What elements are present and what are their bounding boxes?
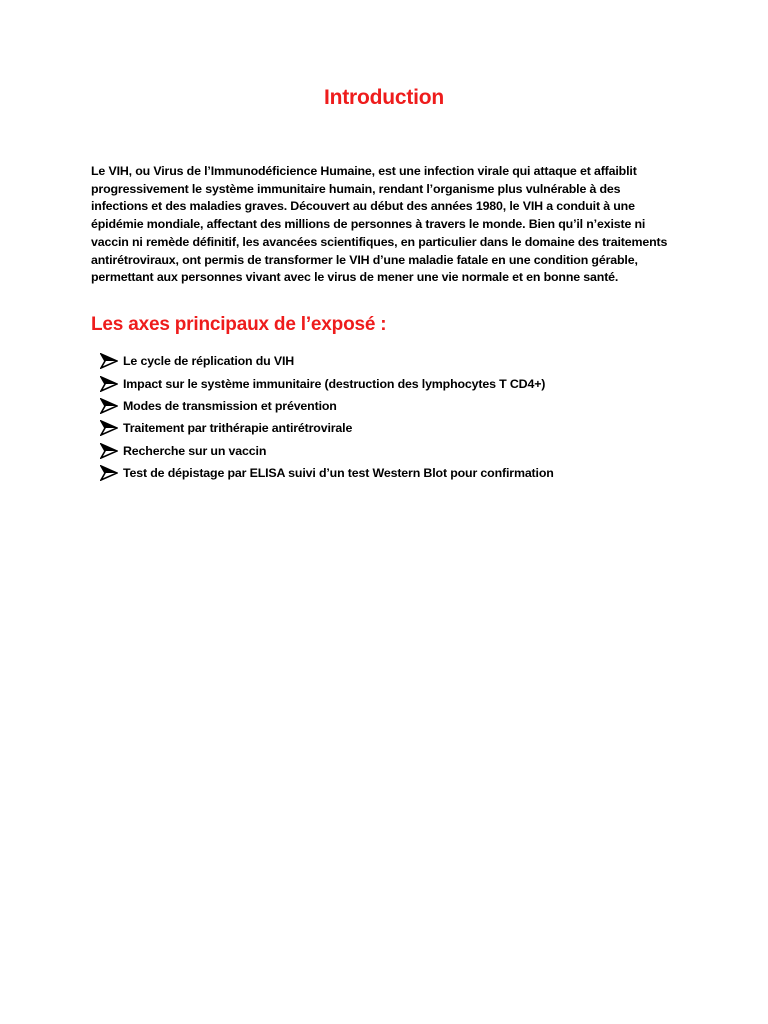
axes-list	[100, 350, 554, 484]
list-item-label: Impact sur le système immunitaire (destruction des lymphocytes T CD4+)	[123, 376, 546, 391]
list-item-label: Traitement par trithérapie antirétrovirale	[123, 421, 353, 436]
list-item-label: Le cycle de réplication du VIH	[123, 354, 295, 369]
section-heading: Les axes principaux de l’exposé :	[91, 314, 387, 335]
list-item-label: Modes de transmission et prévention	[123, 398, 337, 413]
arrowhead-bullet-icon	[100, 443, 118, 459]
intro-paragraph: Le VIH, ou Virus de l’Immunodéficience Humaine, est une infection virale qui attaque et affaiblit progressivement le système immunitaire humain, rendant l’organisme plus vulnérable à des infections et des maladies graves. Découvert au début des années 1980, le VIH a conduit à une épidémie mondiale, affectant des millions de personnes à travers le monde. Bien qu’il n’existe ni vaccin ni remède définitif, les avancées scientifiques, en particulier dans le domaine des traitements antirétroviraux, ont permis de transformer le VIH d’une maladie fatale en une condition gérable, permettant aux personnes vivant avec le virus de mener une vie normale et en bonne santé.	[91, 164, 668, 285]
arrowhead-bullet-icon	[100, 420, 118, 436]
list-item-label: Test de dépistage par ELISA suivi d’un test Western Blot pour confirmation	[123, 466, 554, 481]
arrowhead-bullet-icon	[100, 353, 118, 369]
list-item-label: Recherche sur un vaccin	[123, 443, 267, 458]
page-title: Introduction	[323, 86, 445, 109]
list-item	[100, 350, 554, 372]
list-item	[100, 417, 554, 439]
list-item	[100, 372, 554, 394]
arrowhead-bullet-icon	[100, 376, 118, 392]
list-item	[100, 395, 554, 417]
list-item	[100, 440, 554, 462]
list-item	[100, 462, 554, 484]
arrowhead-bullet-icon	[100, 465, 118, 481]
arrowhead-bullet-icon	[100, 398, 118, 414]
